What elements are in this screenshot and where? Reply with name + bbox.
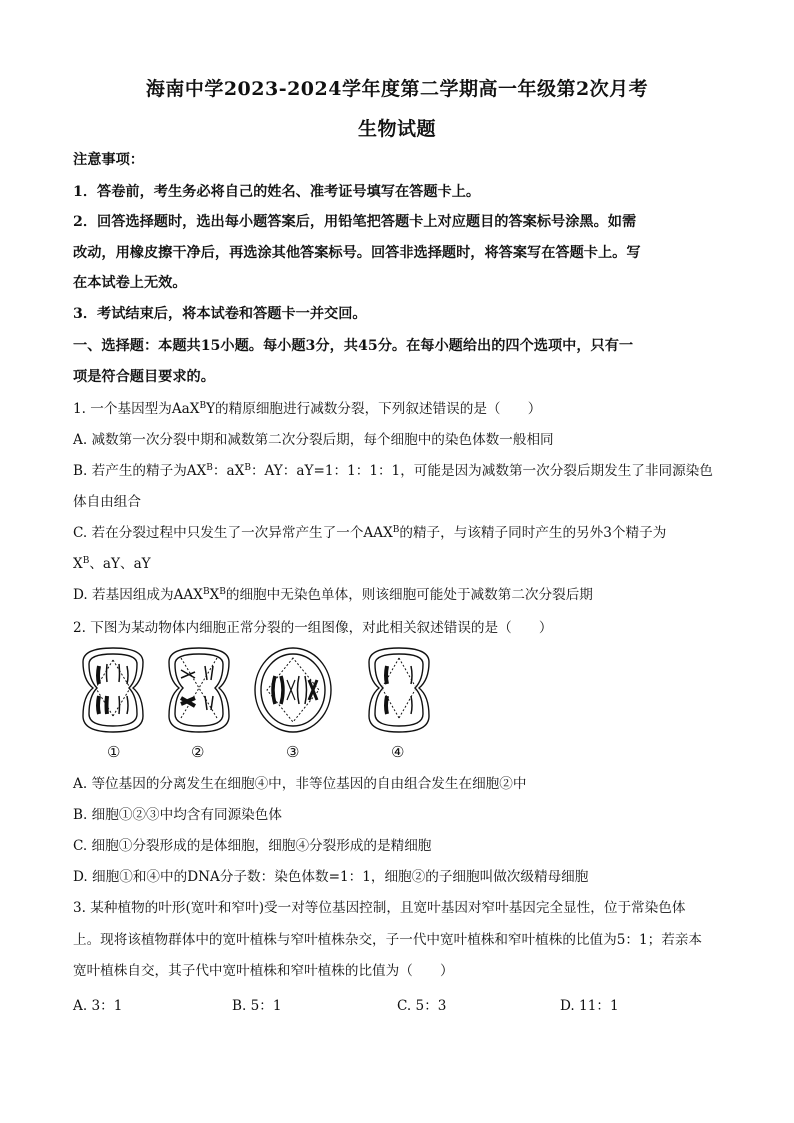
section-heading-line-1: 一、选择题：本题共15小题。每小题3分，共45分。在每小题给出的四个选项中，只有一 — [73, 338, 634, 354]
q3-option-a: A. 3：1 — [73, 998, 123, 1014]
note-1: 1．答卷前，考生务必将自己的姓名、准考证号填写在答题卡上。 — [73, 184, 481, 200]
section-heading-line-2: 项是符合题目要求的。 — [73, 369, 215, 385]
cell-1-label: ① — [107, 743, 121, 761]
q2-option-b: B. 细胞①②③中均含有同源染色体 — [73, 807, 282, 823]
notes-heading: 注意事项： — [73, 152, 144, 168]
q3-stem-line-3: 宽叶植株自交，其子代中宽叶植株和窄叶植株的比值为（ ） — [73, 963, 454, 979]
q1-option-b-cont: 体自由组合 — [73, 494, 141, 510]
cell-division-figure — [73, 646, 443, 764]
cell-4-label: ④ — [391, 743, 405, 761]
q1-option-d: D. 若基因组成为$AAX^BX^B$的细胞中无染色单体，则该细胞可能处于减数第二次分裂后期 — [73, 587, 593, 603]
q1-option-b: B. 若产生的精子为$AX^B$：$aX^B$：AY：aY=1：1：1：1，可能是因为减数第一次分裂后期发生了非同源染色 — [73, 463, 713, 479]
cell-1-drawing — [83, 648, 143, 732]
q1-option-a: A. 减数第一次分裂中期和减数第二次分裂后期，每个细胞中的染色体数一般相同 — [73, 432, 554, 448]
q3-stem-line-2: 上。现将该植物群体中的宽叶植株与窄叶植株杂交，子一代中宽叶植株和窄叶植株的比值为5：1；若亲本 — [73, 932, 703, 948]
q3-stem-line-1: 3. 某种植物的叶形(宽叶和窄叶)受一对等位基因控制，且宽叶基因对窄叶基因完全显性，位于常染色体 — [73, 900, 686, 916]
q1-option-c-cont: $X^B$、aY、aY — [73, 556, 151, 572]
q2-option-a: A. 等位基因的分离发生在细胞④中，非等位基因的自由组合发生在细胞②中 — [73, 776, 527, 792]
note-3: 3．考试结束后，将本试卷和答题卡一并交回。 — [73, 306, 367, 322]
exam-title: 海南中学2023-2024学年度第二学期高一年级第2次月考 — [145, 78, 649, 100]
note-2-line-1: 2．回答选择题时，选出每小题答案后，用铅笔把答题卡上对应题目的答案标号涂黑。如需 — [73, 214, 637, 230]
cell-2-drawing — [169, 648, 229, 732]
note-2-line-3: 在本试卷上无效。 — [73, 275, 187, 291]
q2-stem: 2. 下图为某动物体内细胞正常分裂的一组图像，对此相关叙述错误的是（ ） — [73, 620, 553, 636]
q3-option-c: C. 5：3 — [397, 998, 447, 1014]
cell-2-label: ② — [191, 743, 205, 761]
exam-subject: 生物试题 — [357, 118, 436, 140]
q1-stem: 1. 一个基因型为AaX$^B$Y的精原细胞进行减数分裂，下列叙述错误的是（ ） — [73, 401, 542, 417]
q3-option-b: B. 5：1 — [232, 998, 282, 1014]
cell-4-drawing — [369, 648, 429, 732]
q3-option-d: D. 11：1 — [560, 998, 619, 1014]
note-2-line-2: 改动，用橡皮擦干净后，再选涂其他答案标号。回答非选择题时，将答案写在答题卡上。写 — [73, 245, 641, 261]
q2-option-d: D. 细胞①和④中的DNA分子数：染色体数=1：1，细胞②的子细胞叫做次级精母细胞 — [73, 869, 589, 885]
q1-option-c: C. 若在分裂过程中只发生了一次异常产生了一个$AAX^B$的精子，与该精子同时产生的另外3个精子为 — [73, 525, 667, 541]
cell-3-label: ③ — [286, 743, 300, 761]
cell-3-drawing — [255, 648, 331, 732]
q2-option-c: C. 细胞①分裂形成的是体细胞，细胞④分裂形成的是精细胞 — [73, 838, 432, 854]
